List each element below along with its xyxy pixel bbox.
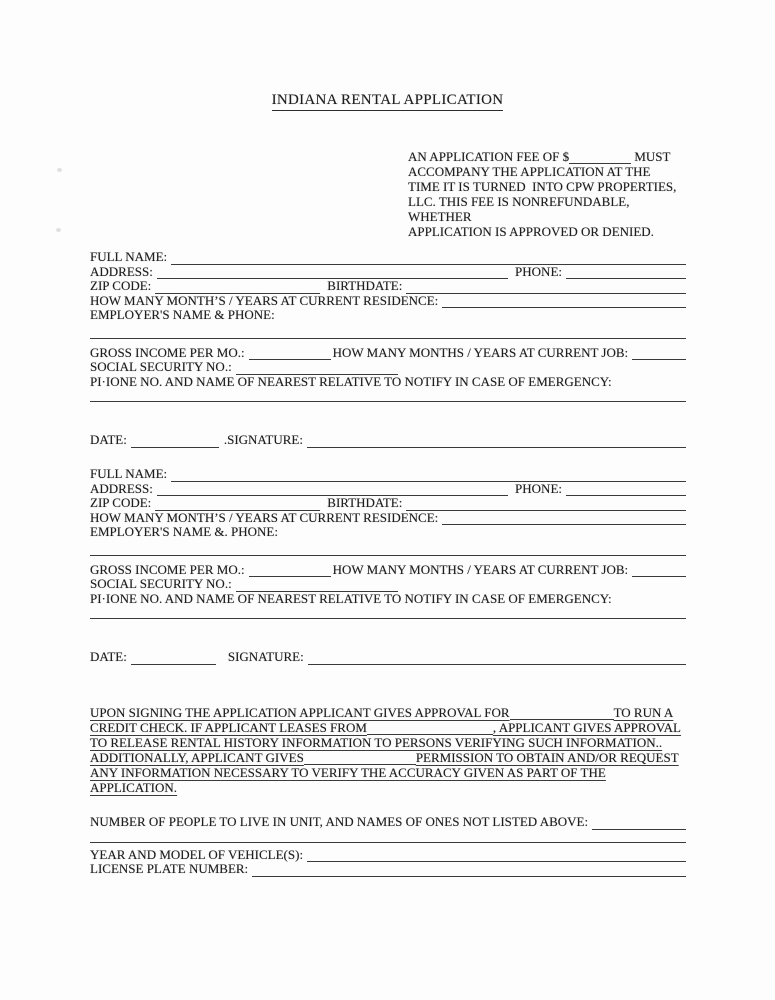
grantee-name-blank xyxy=(304,764,416,765)
fee-line-1-text: AN APPLICATION FEE OF $ xyxy=(408,149,570,164)
signature-label: SIGNATURE: xyxy=(227,649,304,664)
birthdate-line xyxy=(406,508,686,511)
authorization-line-4 xyxy=(90,750,690,765)
fee-line-4: LLC. THIS FEE IS NONREFUNDABLE, xyxy=(408,194,630,209)
landlord-name-blank xyxy=(510,719,614,720)
occupants-line xyxy=(592,827,686,830)
zip-code-label: ZIP CODE: xyxy=(90,278,152,293)
phone-line xyxy=(566,493,686,496)
authorization-text: ANY INFORMATION NECESSARY TO VERIFY THE ACCURACY GIVEN AS PART OF THE xyxy=(90,765,606,780)
income-row xyxy=(90,346,686,361)
current-job-label: HOW MANY MONTHS / YEARS AT CURRENT JOB: xyxy=(332,561,629,577)
occupants-row xyxy=(90,815,686,830)
signature-label: .SIGNATURE: xyxy=(223,432,303,447)
employer-line xyxy=(90,338,686,339)
fee-amount-line xyxy=(569,163,631,164)
fee-line-2: ACCOMPANY THE APPLICATION AT THE xyxy=(408,164,651,179)
residence-row xyxy=(90,511,686,526)
authorization-line-3 xyxy=(90,735,690,750)
signature-line xyxy=(308,662,686,665)
date-label: DATE: xyxy=(90,432,127,447)
full-name-label: FULL NAME: xyxy=(90,249,168,264)
occupants-vehicle-section xyxy=(90,815,686,877)
applicant-section-1 xyxy=(90,250,686,448)
vehicle-line xyxy=(307,859,686,862)
authorization-line-6 xyxy=(90,780,690,795)
phone-line xyxy=(566,276,686,279)
authorization-line-5 xyxy=(90,765,690,780)
license-plate-label: LICENSE PLATE NUMBER: xyxy=(90,861,249,876)
applicant-section-2 xyxy=(90,467,686,665)
emergency-contact-label: PI·IONE NO. AND NAME OF NEAREST RELATIVE TO NOTIFY IN CASE OF EMERGENCY: xyxy=(90,590,612,606)
birthdate-label: BIRTHDATE: xyxy=(327,278,403,293)
scan-artifact xyxy=(56,228,61,232)
full-name-line xyxy=(171,479,686,482)
date-label: DATE: xyxy=(90,649,127,664)
phone-label: PHONE: xyxy=(515,480,562,496)
fee-line-3: TIME IT IS TURNED INTO CPW PROPERTIES, xyxy=(408,179,677,194)
address-label: ADDRESS: xyxy=(90,480,153,496)
full-name-row xyxy=(90,467,686,482)
occupants-label: NUMBER OF PEOPLE TO LIVE IN UNIT, AND NAMES OF ONES NOT LISTED ABOVE: xyxy=(90,814,589,829)
residence-row xyxy=(90,294,686,309)
scan-artifact xyxy=(57,168,62,172)
emergency-contact-label: PI·IONE NO. AND NAME OF NEAREST RELATIVE TO NOTIFY IN CASE OF EMERGENCY: xyxy=(90,373,612,389)
authorization-line-1 xyxy=(90,705,690,720)
address-row xyxy=(90,482,686,497)
ssn-label: SOCIAL SECURITY NO.: xyxy=(90,359,232,374)
fee-line-1-suffix: MUST xyxy=(631,149,671,164)
full-name-row xyxy=(90,250,686,265)
title-row xyxy=(0,91,775,111)
gross-income-line xyxy=(249,574,331,577)
authorization-text: UPON SIGNING THE APPLICATION APPLICANT GIVES APPROVAL FOR xyxy=(90,705,510,720)
license-plate-row xyxy=(90,862,686,877)
residence-duration-line xyxy=(442,305,686,308)
authorization-text: , APPLICANT GIVES APPROVAL xyxy=(492,720,681,735)
employer-label: EMPLOYER'S NAME & PHONE: xyxy=(90,307,275,322)
current-job-label: HOW MANY MONTHS / YEARS AT CURRENT JOB: xyxy=(332,344,629,360)
date-line xyxy=(131,662,216,665)
birthdate-label: BIRTHDATE: xyxy=(327,495,403,510)
employer-label: EMPLOYER'S NAME &. PHONE: xyxy=(90,524,278,539)
ssn-row xyxy=(90,360,686,375)
date-signature-row xyxy=(90,650,686,665)
vehicle-label: YEAR AND MODEL OF VEHICLE(S): xyxy=(90,846,304,862)
authorization-text: PERMISSION TO OBTAIN AND/OR REQUEST xyxy=(415,750,679,765)
fee-line-6: APPLICATION IS APPROVED OR DENIED. xyxy=(408,224,654,239)
address-label: ADDRESS: xyxy=(90,263,153,279)
emergency-row xyxy=(90,375,686,390)
authorization-text: ADDITIONALLY, APPLICANT GIVES xyxy=(90,750,304,765)
gross-income-label: GROSS INCOME PER MO.: xyxy=(90,561,245,577)
employer-row xyxy=(90,308,686,323)
gross-income-line xyxy=(249,357,331,360)
authorization-text: TO RUN A xyxy=(613,705,674,720)
birthdate-line xyxy=(406,291,686,294)
ssn-row xyxy=(90,577,686,592)
gross-income-label: GROSS INCOME PER MO.: xyxy=(90,344,245,360)
signature-line xyxy=(307,445,686,448)
residence-duration-line xyxy=(442,522,686,525)
lessor-name-blank xyxy=(367,734,493,735)
residence-duration-label: HOW MANY MONTH’S / YEARS AT CURRENT RESIDENCE: xyxy=(90,292,439,308)
current-job-line xyxy=(632,574,686,577)
emergency-contact-line xyxy=(90,618,686,619)
fee-line-1 xyxy=(408,149,698,164)
address-row xyxy=(90,265,686,280)
full-name-line xyxy=(171,262,686,265)
date-line xyxy=(131,445,219,448)
full-name-label: FULL NAME: xyxy=(90,466,168,481)
ssn-label: SOCIAL SECURITY NO.: xyxy=(90,576,232,591)
authorization-line-2 xyxy=(90,720,690,735)
zip-row xyxy=(90,279,686,294)
employer-line xyxy=(90,555,686,556)
license-plate-line xyxy=(252,874,686,877)
page-title: INDIANA RENTAL APPLICATION xyxy=(272,92,504,111)
fee-line-5: WHETHER xyxy=(408,209,472,224)
authorization-paragraph xyxy=(90,705,690,795)
authorization-text: CREDIT CHECK. IF APPLICANT LEASES FROM xyxy=(90,720,367,735)
date-signature-row xyxy=(90,433,686,448)
authorization-text: TO RELEASE RENTAL HISTORY INFORMATION TO PERSONS VERIFYING SUCH INFORMATION.. xyxy=(90,735,663,750)
current-job-line xyxy=(632,357,686,360)
emergency-row xyxy=(90,592,686,607)
authorization-text: APPLICATION. xyxy=(90,780,178,795)
occupants-continuation-line xyxy=(90,842,686,843)
residence-duration-label: HOW MANY MONTH’S / YEARS AT CURRENT RESIDENCE: xyxy=(90,509,439,525)
employer-row xyxy=(90,525,686,540)
application-fee-notice xyxy=(408,149,698,239)
emergency-contact-line xyxy=(90,401,686,402)
income-row xyxy=(90,563,686,578)
zip-row xyxy=(90,496,686,511)
phone-label: PHONE: xyxy=(515,263,562,279)
vehicle-row xyxy=(90,848,686,863)
zip-code-label: ZIP CODE: xyxy=(90,495,152,510)
